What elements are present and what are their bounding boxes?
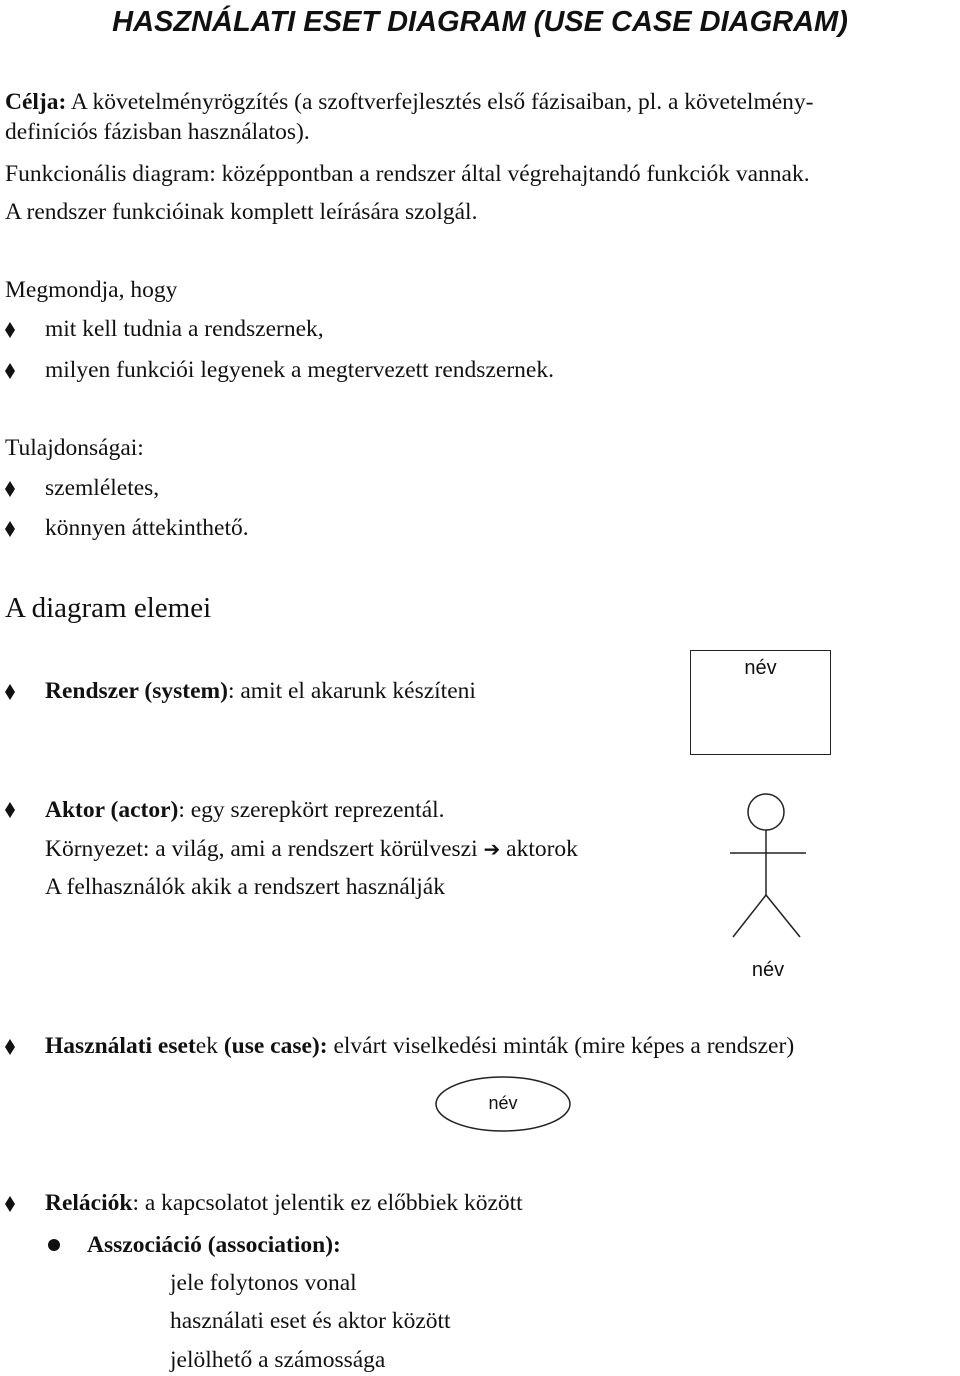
diamond-bullet-icon <box>5 684 15 700</box>
actor-description: : egy szerepkört reprezentál. <box>178 797 445 823</box>
use-case-term: Használati eset <box>45 1033 196 1059</box>
tells-item: milyen funkciói legyenek a megtervezett rendszernek. <box>45 357 554 383</box>
association-detail: jelölhető a számossága <box>170 1347 386 1373</box>
tells-item: mit kell tudnia a rendszernek, <box>45 316 324 342</box>
diamond-bullet-icon <box>5 1039 15 1055</box>
association-detail: jele folytonos vonal <box>170 1270 357 1296</box>
association-term: Asszociáció (association): <box>87 1232 341 1258</box>
system-description: : amit el akarunk készíteni <box>227 678 476 704</box>
use-case-english-term: (use case): <box>223 1033 328 1059</box>
system-box <box>690 650 831 755</box>
diamond-bullet-icon <box>5 481 15 497</box>
diamond-bullet-icon <box>5 363 15 379</box>
purpose-label: Célja: <box>5 89 67 115</box>
diamond-bullet-icon <box>5 322 15 338</box>
environment-line <box>45 835 578 864</box>
properties-label: Tulajdonságai: <box>5 435 144 461</box>
diamond-bullet-icon <box>5 802 15 818</box>
actor-term: Aktor (actor) <box>45 797 179 823</box>
purpose-line-2: definíciós fázisban használatos). <box>5 119 310 145</box>
use-case-label: név <box>488 1093 518 1113</box>
properties-item: könnyen áttekinthető. <box>45 515 249 541</box>
use-case-line <box>45 1032 794 1060</box>
use-case-description: elvárt viselkedési minták (mire képes a rendszer) <box>327 1033 795 1059</box>
purpose-text-1: A követelményrögzítés (a szoftverfejlesztés első fázisaiban, pl. a követelmény- <box>66 89 814 115</box>
relations-line <box>45 1189 523 1217</box>
system-line <box>45 677 476 705</box>
actor-label: név <box>751 959 785 981</box>
diamond-bullet-icon <box>5 1196 15 1212</box>
system-box-label: név <box>744 657 777 679</box>
purpose-line-1 <box>5 88 814 116</box>
users-line: A felhasználók akik a rendszert használják <box>45 874 445 900</box>
relations-term: Relációk <box>45 1190 133 1216</box>
properties-item: szemléletes, <box>45 475 160 501</box>
section-heading: A diagram elemei <box>5 592 212 624</box>
arrow-right-icon: ➔ <box>483 839 501 861</box>
functional-diagram-text: Funkcionális diagram: középpontban a rendszer által végrehajtandó funkciók vannak. <box>5 161 810 187</box>
actor-line <box>45 796 445 824</box>
use-case-suffix: ek <box>195 1033 224 1059</box>
environment-text: Környezet: a világ, ami a rendszert körülveszi <box>45 836 484 862</box>
association-detail: használati eset és aktor között <box>170 1308 451 1334</box>
relations-description: : a kapcsolatot jelentik ez előbbiek között <box>132 1190 523 1216</box>
system-term: Rendszer (system) <box>45 678 228 704</box>
page-title: HASZNÁLATI ESET DIAGRAM (USE CASE DIAGRAM) <box>112 6 848 38</box>
round-bullet-icon <box>48 1239 60 1251</box>
actor-stick-figure-icon <box>720 786 820 946</box>
tells-label: Megmondja, hogy <box>5 277 178 303</box>
complete-description-text: A rendszer funkcióinak komplett leírására szolgál. <box>5 199 478 225</box>
diamond-bullet-icon <box>5 521 15 537</box>
environment-actors: aktorok <box>500 836 578 862</box>
